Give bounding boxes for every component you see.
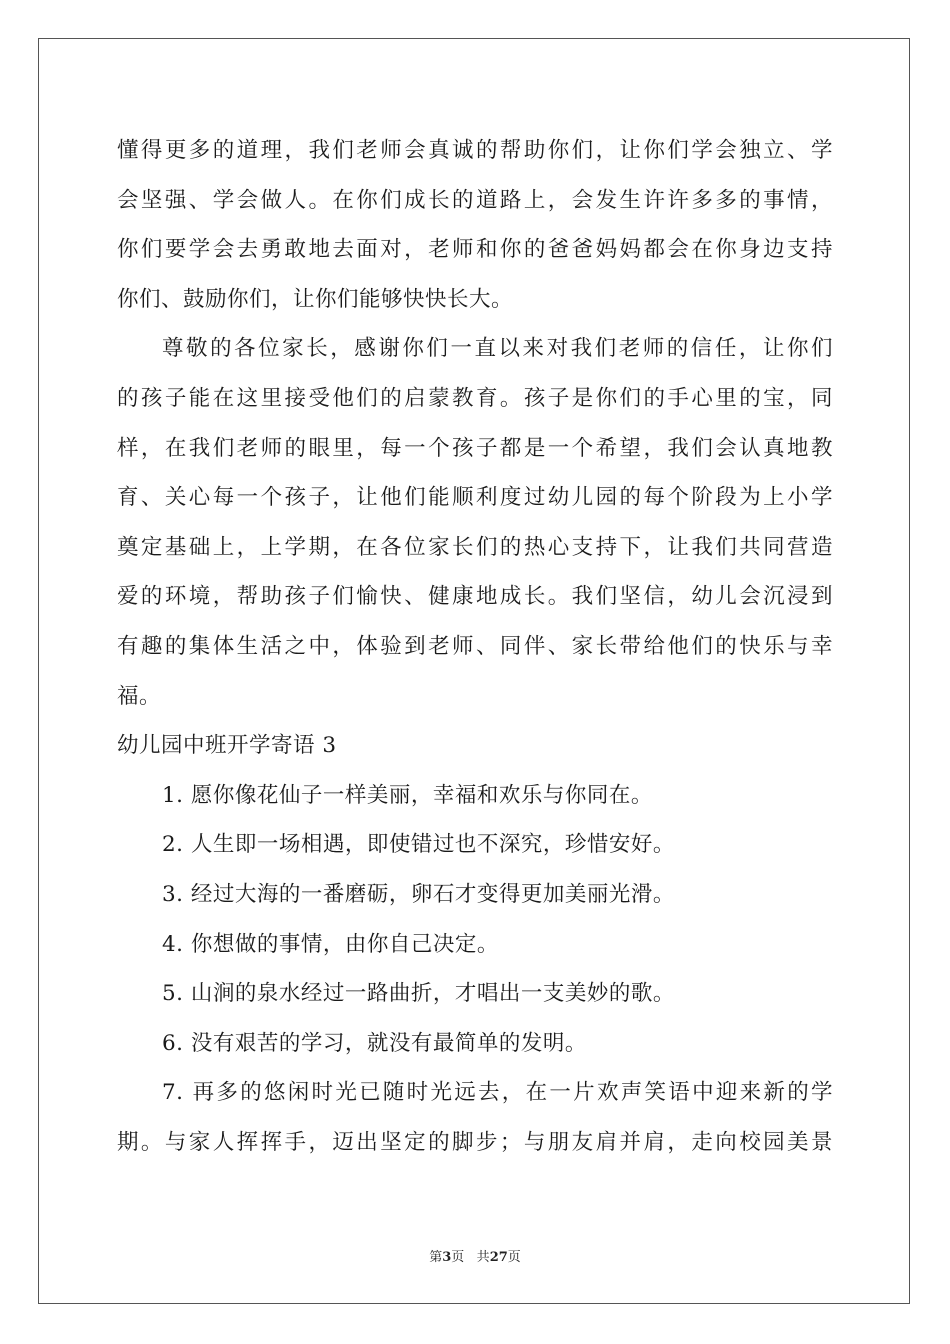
- text-line: 5. 山涧的泉水经过一路曲折，才唱出一支美妙的歌。: [162, 981, 675, 1007]
- text-line: 2. 人生即一场相遇，即使错过也不深究，珍惜安好。: [162, 832, 675, 858]
- text-line: 4. 你想做的事情，由你自己决定。: [162, 931, 499, 957]
- text-line: 7. 再多的悠闲时光已随时光远去，在一片欢声笑语中迎来新的学: [162, 1080, 833, 1106]
- text-line: 有趣的集体生活之中，体验到老师、同伴、家长带给他们的快乐与幸: [117, 633, 833, 659]
- footer-total-prefix: 共: [476, 1250, 490, 1265]
- text-line: 福。: [117, 683, 162, 709]
- footer-total-suffix: 页: [507, 1250, 521, 1265]
- text-line: 奠定基础上，上学期，在各位家长们的热心支持下，让我们共同营造: [117, 534, 833, 560]
- text-line: 你们、鼓励你们，让你们能够快快长大。: [117, 286, 514, 312]
- text-line: 样，在我们老师的眼里，每一个孩子都是一个希望，我们会认真地教: [117, 435, 833, 461]
- text-line: 爱的环境，帮助孩子们愉快、健康地成长。我们坚信，幼儿会沉浸到: [117, 584, 833, 610]
- text-line: 幼儿园中班开学寄语 3: [117, 733, 337, 759]
- text-line: 的孩子能在这里接受他们的启蒙教育。孩子是你们的手心里的宝，同: [117, 385, 833, 411]
- page-footer: [0, 1246, 950, 1265]
- document-body: [117, 126, 833, 1167]
- text-line: 育、关心每一个孩子，让他们能顺利度过幼儿园的每个阶段为上小学: [117, 485, 833, 511]
- text-line: 1. 愿你像花仙子一样美丽，幸福和欢乐与你同在。: [162, 782, 653, 808]
- text-line: 会坚强、学会做人。在你们成长的道路上，会发生许许多多的事情，: [117, 187, 833, 213]
- text-line: 懂得更多的道理，我们老师会真诚的帮助你们，让你们学会独立、学: [117, 138, 833, 163]
- footer-page-prefix: 第: [429, 1250, 443, 1265]
- text-line: 你们要学会去勇敢地去面对，老师和你的爸爸妈妈都会在你身边支持: [117, 237, 833, 263]
- footer-page-number: 3: [442, 1250, 452, 1265]
- text-line: 3. 经过大海的一番磨砺，卵石才变得更加美丽光滑。: [162, 881, 675, 907]
- footer-total-pages: 27: [489, 1250, 508, 1265]
- text-line: 尊敬的各位家长，感谢你们一直以来对我们老师的信任，让你们: [162, 336, 833, 362]
- text-line: 6. 没有艰苦的学习，就没有最简单的发明。: [162, 1030, 587, 1056]
- text-line: 期。与家人挥挥手，迈出坚定的脚步；与朋友肩并肩，走向校园美景: [117, 1129, 833, 1155]
- footer-page-suffix: 页: [451, 1250, 465, 1265]
